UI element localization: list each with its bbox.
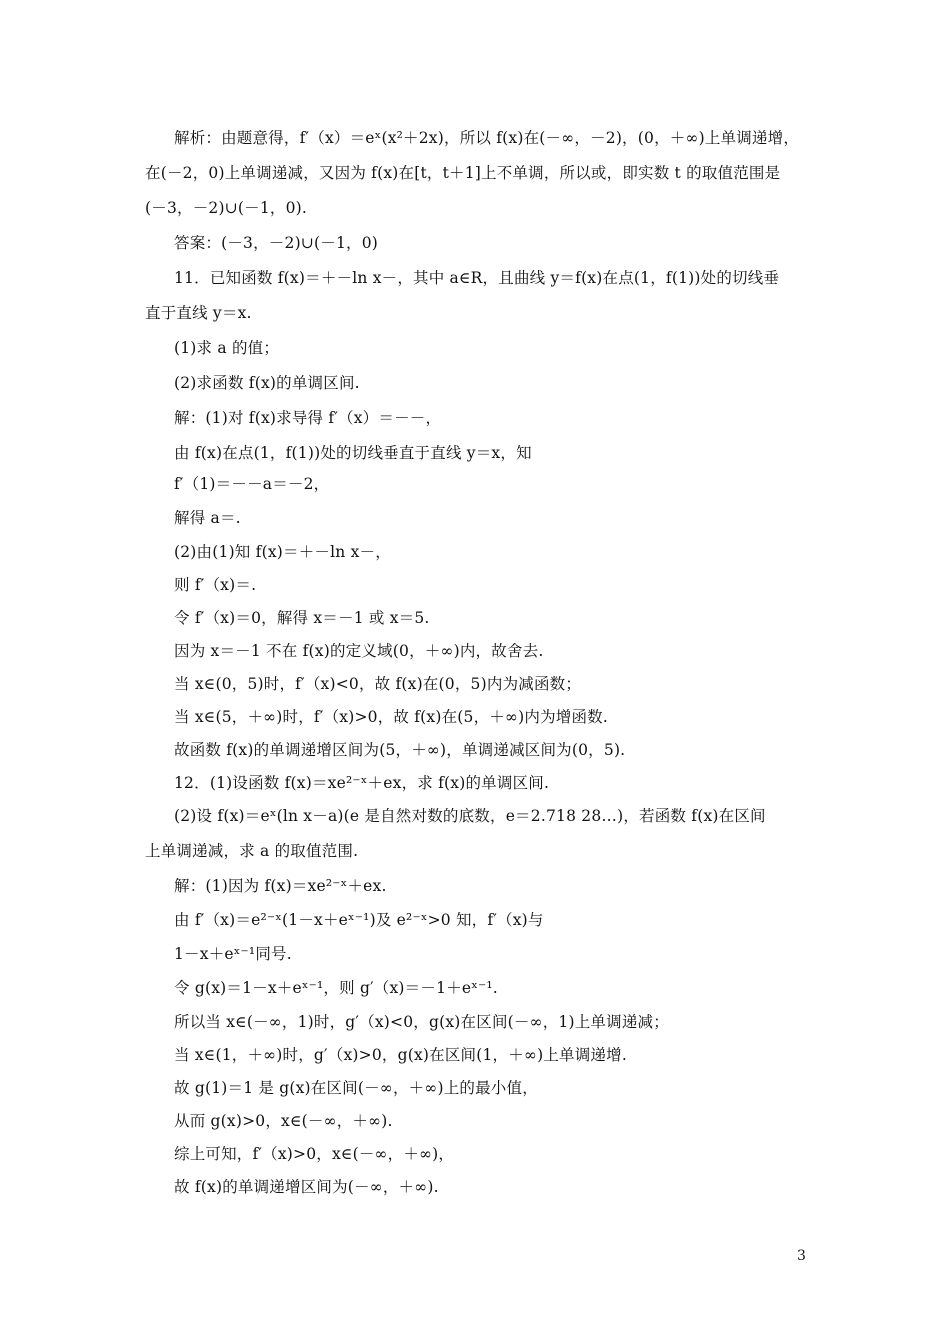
text-line: 解：(1)对 f(x)求导得 f′（x）＝－－， [174,409,442,427]
text-line: 解得 a＝. [174,509,241,527]
text-line: 令 f′（x)＝0，解得 x＝－1 或 x＝5. [174,609,430,627]
text-line: 综上可知，f′（x)>0，x∈(－∞，＋∞)， [174,1145,455,1163]
text-line: 当 x∈(0，5)时，f′（x)<0，故 f(x)在(0，5)内为减函数； [174,675,582,693]
text-line: 直于直线 y＝x. [145,304,252,322]
text-line: (2)设 f(x)＝eˣ(ln x－a)(e 是自然对数的底数，e＝2.718 28…)，若函数 f(x)在区间 [174,807,766,825]
text-line: (2)由(1)知 f(x)＝＋－ln x－， [174,543,391,561]
text-line: 1－x＋eˣ⁻¹同号. [174,945,292,963]
text-line: 由 f(x)在点(1，f(1))处的切线垂直于直线 y＝x，知 [174,444,532,462]
text-line: 上单调递减，求 a 的取值范围. [145,842,359,860]
text-line: 故函数 f(x)的单调递增区间为(5，＋∞)，单调递减区间为(0，5). [174,741,626,759]
question-11: 11．已知函数 f(x)＝＋－ln x－，其中 a∈R，且曲线 y＝f(x)在点(1，f(1))处的切线垂 [174,269,780,287]
text-line: 答案：(－3，－2)∪(－1，0) [174,234,379,252]
page-number: 3 [797,1248,806,1264]
text-line: 在(－2，0)上单调递减，又因为 f(x)在[t，t＋1]上不单调，所以或，即实数 t 的取值范围是 [145,164,781,182]
text-line: 因为 x＝－1 不在 f(x)的定义域(0，＋∞)内，故舍去. [174,642,544,660]
text-line: 当 x∈(1，＋∞)时，g′（x)>0，g(x)在区间(1，＋∞)上单调递增. [174,1046,627,1064]
text-line: f′（1)＝－－a＝－2， [174,475,330,493]
text-line: 解：(1)因为 f(x)＝xe²⁻ˣ＋ex. [174,877,387,895]
text-line: (－3，－2)∪(－1，0). [145,199,308,217]
text-line: 从而 g(x)>0，x∈(－∞，＋∞). [174,1112,393,1130]
text-line: (2)求函数 f(x)的单调区间. [174,374,360,392]
text-line: 解析：由题意得，f′（x）＝eˣ(x²＋2x)，所以 f(x)在(－∞，－2)，(0，＋∞)上单调递增， [174,129,800,147]
text-line: 则 f′（x)＝. [174,576,257,594]
text-line: 所以当 x∈(－∞，1)时，g′（x)<0，g(x)在区间(－∞，1)上单调递减； [174,1013,669,1031]
text-line: 令 g(x)＝1－x＋eˣ⁻¹，则 g′（x)＝－1＋eˣ⁻¹. [174,979,498,997]
text-line: 由 f′（x)＝e²⁻ˣ(1－x＋eˣ⁻¹)及 e²⁻ˣ>0 知，f′（x)与 [174,911,544,929]
question-12: 12．(1)设函数 f(x)＝xe²⁻ˣ＋ex，求 f(x)的单调区间. [174,774,550,792]
text-line: (1)求 a 的值； [174,339,280,357]
text-line: 故 f(x)的单调递增区间为(－∞，＋∞). [174,1178,439,1196]
text-line: 当 x∈(5，＋∞)时，f′（x)>0，故 f(x)在(5，＋∞)内为增函数. [174,708,608,726]
text-line: 故 g(1)＝1 是 g(x)在区间(－∞，＋∞)上的最小值， [174,1079,538,1097]
